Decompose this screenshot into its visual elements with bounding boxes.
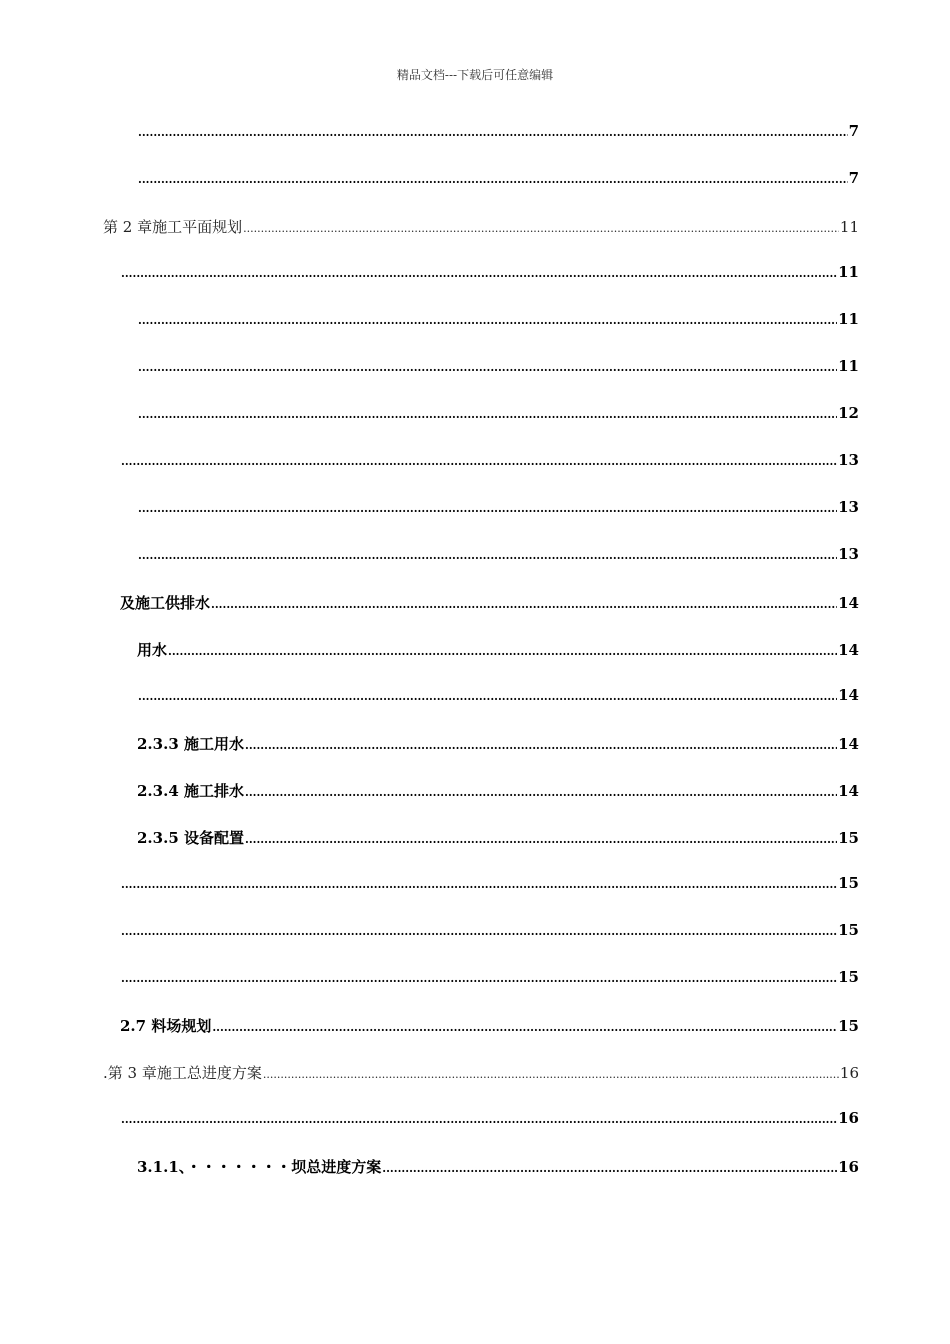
toc-leader (121, 1113, 837, 1126)
toc-leader (121, 925, 837, 938)
toc-entry-title: 3.1.1、・・・・・・・坝总进度方案 (137, 1158, 382, 1176)
toc-entry-title: .第 3 章施工总进度方案 (103, 1064, 262, 1082)
toc-entry[interactable] (120, 263, 859, 285)
toc-entry[interactable] (120, 451, 859, 473)
toc-entry-page: 15 (838, 1017, 859, 1035)
toc-entry-page: 11 (838, 357, 859, 375)
toc-entry-page: 15 (838, 968, 859, 986)
toc-entry[interactable] (137, 122, 859, 144)
toc-entry-title: 第 2 章施工平面规划 (103, 218, 243, 236)
toc-leader (138, 361, 837, 374)
toc-entry-title: 2.3.3 施工用水 (137, 735, 244, 753)
toc-entry[interactable] (137, 639, 859, 661)
toc-entry-page: 12 (838, 404, 859, 422)
toc-entry[interactable] (103, 1062, 859, 1084)
toc-entry-title: 2.7 料场规划 (120, 1017, 212, 1035)
toc-entry[interactable] (120, 1015, 859, 1037)
toc-leader (138, 126, 848, 139)
toc-entry-page: 11 (839, 218, 859, 236)
toc-entry[interactable] (120, 592, 859, 614)
toc-entry[interactable] (137, 357, 859, 379)
toc-entry[interactable] (120, 874, 859, 896)
toc-entry-page: 15 (838, 829, 859, 847)
toc-leader (212, 1021, 837, 1034)
toc-entry[interactable] (137, 310, 859, 332)
toc-leader (138, 502, 837, 515)
toc-entry-page: 11 (838, 263, 859, 281)
toc-entry-title: 2.3.4 施工排水 (137, 782, 244, 800)
toc-entry-page: 7 (848, 122, 859, 140)
toc-entry-title: 及施工供排水 (120, 594, 211, 612)
toc-entry-title: 2.3.5 设备配置 (137, 829, 244, 847)
toc-entry-page: 14 (838, 735, 859, 753)
toc-leader (243, 222, 839, 235)
toc-entry-title: 用水 (137, 641, 168, 659)
toc-entry[interactable] (137, 545, 859, 567)
toc-entry-page: 14 (838, 782, 859, 800)
page-header: 精品文档---下载后可任意编辑 (396, 68, 554, 82)
toc-entry[interactable] (137, 1156, 859, 1178)
toc-entry-page: 13 (838, 498, 859, 516)
toc-leader (138, 173, 848, 186)
toc-leader (138, 549, 837, 562)
toc-entry[interactable] (137, 733, 859, 755)
toc-entry-page: 16 (839, 1064, 859, 1082)
toc-entry[interactable] (120, 1109, 859, 1131)
toc-entry-page: 13 (838, 545, 859, 563)
toc-entry[interactable] (137, 498, 859, 520)
toc-leader (245, 739, 837, 752)
toc-entry-page: 13 (838, 451, 859, 469)
toc-entry[interactable] (120, 921, 859, 943)
toc-leader (168, 645, 837, 658)
toc-entry-page: 11 (838, 310, 859, 328)
toc-leader (121, 455, 837, 468)
toc-leader (263, 1068, 839, 1081)
toc-entry-page: 15 (838, 874, 859, 892)
toc-leader (138, 690, 837, 703)
toc-leader (138, 314, 837, 327)
toc-entry[interactable] (120, 968, 859, 990)
toc-entry[interactable] (103, 216, 859, 238)
toc-entry-page: 14 (838, 641, 859, 659)
toc-leader (245, 833, 837, 846)
toc-leader (138, 408, 837, 421)
toc-entry-page: 16 (838, 1109, 859, 1127)
toc-entry-page: 7 (848, 169, 859, 187)
toc-entry[interactable] (137, 827, 859, 849)
toc-leader (382, 1162, 837, 1175)
toc-leader (121, 972, 837, 985)
toc-entry[interactable] (137, 780, 859, 802)
toc-leader (211, 598, 837, 611)
toc-entry[interactable] (137, 404, 859, 426)
toc-entry-page: 16 (838, 1158, 859, 1176)
toc-leader (245, 786, 837, 799)
toc-leader (121, 267, 837, 280)
toc-entry-page: 15 (838, 921, 859, 939)
toc-entry-page: 14 (838, 686, 859, 704)
toc-entry[interactable] (137, 169, 859, 191)
toc-leader (121, 878, 837, 891)
toc-entry-page: 14 (838, 594, 859, 612)
toc-entry[interactable] (137, 686, 859, 708)
